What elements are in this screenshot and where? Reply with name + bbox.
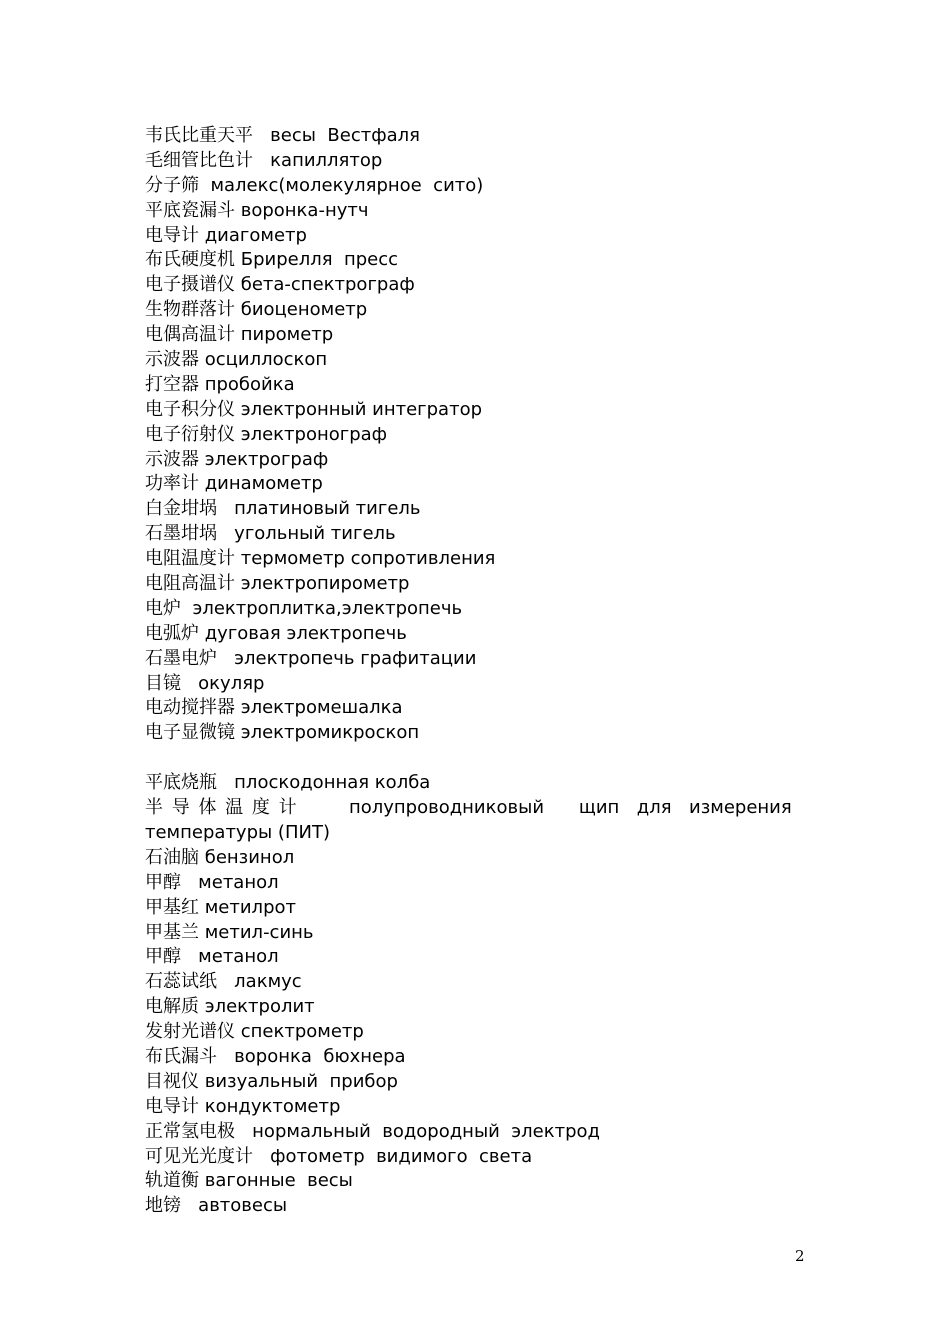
glossary-entry: 白金坩埚 платиновый тигель [145, 498, 421, 520]
glossary-entry: 电子摄谱仪 бета-спектрограф [145, 274, 415, 296]
page-number: 2 [795, 1247, 805, 1265]
glossary-entry: 目镜 окуляр [145, 672, 265, 694]
glossary-entry: 轨道衡 вагонные весы [145, 1170, 353, 1192]
glossary-entry: 布氏硬度机 Брирелля пресс [145, 249, 399, 271]
glossary-entry: 电解质 электролит [145, 996, 315, 1018]
glossary-entry: 打空器 пробойка [145, 373, 295, 395]
glossary-entry: 可见光光度计 фотометр видимого света [145, 1145, 533, 1167]
glossary-entry: 韦氏比重天平 весы Вестфаля [145, 125, 420, 146]
glossary-entry: 目视仪 визуальный прибор [145, 1070, 398, 1092]
glossary-entry-justified: 半 导 体 温 度 计 полупроводниковый щип для измерения [145, 797, 792, 819]
glossary-entry: 甲基红 метилрот [145, 896, 296, 918]
glossary-entry: 石油脑 бензинол [145, 846, 295, 868]
glossary-entry: 示波器 осциллоскоп [145, 349, 328, 371]
glossary-entry: 分子筛 малекс(молекулярное сито) [145, 174, 484, 196]
glossary-section-chemicals [145, 771, 810, 1219]
glossary-entry: 石墨电炉 электропечь графитации [145, 647, 477, 669]
glossary-entry: 电子显微镜 электромикроскоп [145, 722, 420, 744]
glossary-entry: 正常氢电极 нормальный водородный электрод [145, 1120, 601, 1142]
glossary-entry: 甲基兰 метил-синь [145, 921, 314, 943]
glossary-entry: 地镑 автовесы [145, 1195, 288, 1217]
glossary-entry: 电弧炉 дуговая электропечь [145, 622, 407, 644]
glossary-entry: 平底烧瓶 плоскодонная колба [145, 772, 431, 794]
glossary-entry: 电导计 кондуктометр [145, 1095, 341, 1117]
glossary-entry: 电阻温度计 термометр сопротивления [145, 548, 496, 570]
glossary-entry: 布氏漏斗 воронка бюхнера [145, 1045, 406, 1067]
glossary-entry: 平底瓷漏斗 воронка-нутч [145, 199, 369, 221]
glossary-entry: 石蕊试纸 лакмус [145, 971, 302, 993]
paragraph-gap [145, 746, 810, 771]
glossary-body [145, 124, 810, 1219]
glossary-entry: 毛细管比色计 капиллятор [145, 149, 383, 171]
glossary-section-instruments [145, 124, 810, 746]
glossary-entry: 电阻高温计 электропирометр [145, 573, 410, 595]
glossary-entry: 电动搅拌器 электромешалка [145, 697, 403, 719]
glossary-entry: 功率计 динамометр [145, 473, 323, 495]
glossary-entry: 电子衍射仪 электронограф [145, 423, 388, 445]
glossary-entry: 生物群落计 биоценометр [145, 299, 368, 321]
glossary-entry: 甲醇 метанол [145, 871, 279, 893]
glossary-entry: 电偶高温计 пирометр [145, 324, 334, 346]
glossary-entry: 石墨坩埚 угольный тигель [145, 523, 396, 545]
glossary-entry: 电炉 электроплитка,электропечь [145, 597, 463, 619]
glossary-entry: 甲醇 метанол [145, 946, 279, 968]
glossary-entry: 发射光谱仪 спектрометр [145, 1021, 364, 1043]
glossary-entry: 电子积分仪 электронный интегратор [145, 398, 483, 420]
glossary-entry-continuation: температуры (ПИТ) [145, 821, 330, 843]
glossary-entry: 示波器 электрограф [145, 448, 329, 470]
glossary-entry: 电导计 диагометр [145, 224, 307, 246]
